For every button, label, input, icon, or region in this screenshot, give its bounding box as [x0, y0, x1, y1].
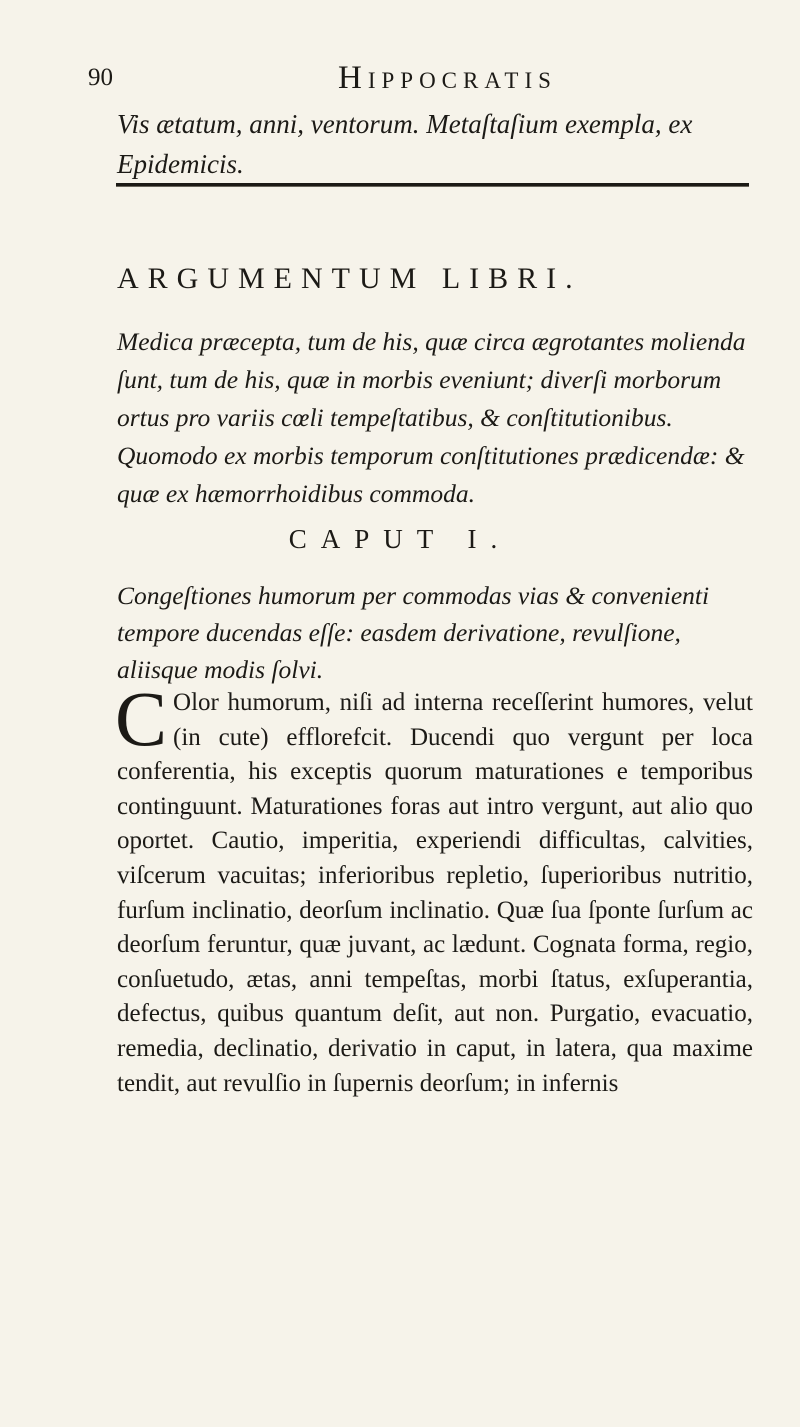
body-text: Olor humorum, niſi ad interna receſſerint humores, velut (in cute) efflorefcit. Ducendi quo vergunt per loca conferentia, his exceptis quorum maturationes e temporibus continguunt. Maturationes foras aut intro vergunt, aut alio quo oportet. Cautio, imperitia, experiendi difficultas, calvities, viſcerum vacuitas; inferioribus repletio, ſuperioribus nutritio, furſum inclinatio, deorſum inclinatio. Quæ ſua ſponte ſurſum ac deorſum feruntur, quæ juvant, ac lædunt. Cognata forma, regio, conſuetudo, ætas, anni tempeſtas, morbi ſtatus, exſuperantia, defectus, quibus quantum deſit, aut non. Purgatio, evacuatio, remedia, declinatio, derivatio in caput, in latera, qua maxime tendit, aut revulſio in ſupernis deorſum; in infernis [117, 689, 753, 1097]
running-head [88, 60, 748, 100]
chapter-summary: Congeſtiones humorum per commodas vias & convenienti tempore ducendas eſſe: easdem derivatione, revulſione, aliisque modis ſolvi. [117, 581, 710, 684]
drop-cap-initial: C [115, 675, 168, 762]
body-paragraph [115, 675, 753, 1101]
chapter-heading: CAPUT I. [288, 524, 512, 554]
section-divider-rule [116, 183, 749, 187]
page-number: 90 [88, 64, 113, 91]
intro-paragraph: Vis ætatum, anni, ventorum. Metaſtaſium exempla, ex Epidemicis. [117, 109, 693, 179]
running-title: Hippocratis [338, 60, 557, 96]
argumentum-heading: ARGUMENTUM LIBRI. [117, 262, 582, 295]
argumentum-text: Medica præcepta, tum de his, quæ circa ægrotantes molienda ſunt, tum de his, quæ in morbis eveniunt; diverſi morborum ortus pro variis cœli tempeſtatibus, & conſtitutionibus. Quomodo ex morbis temporum conſtitutiones prædicendæ: & quæ ex hæmorrhoidibus commoda. [117, 327, 746, 508]
